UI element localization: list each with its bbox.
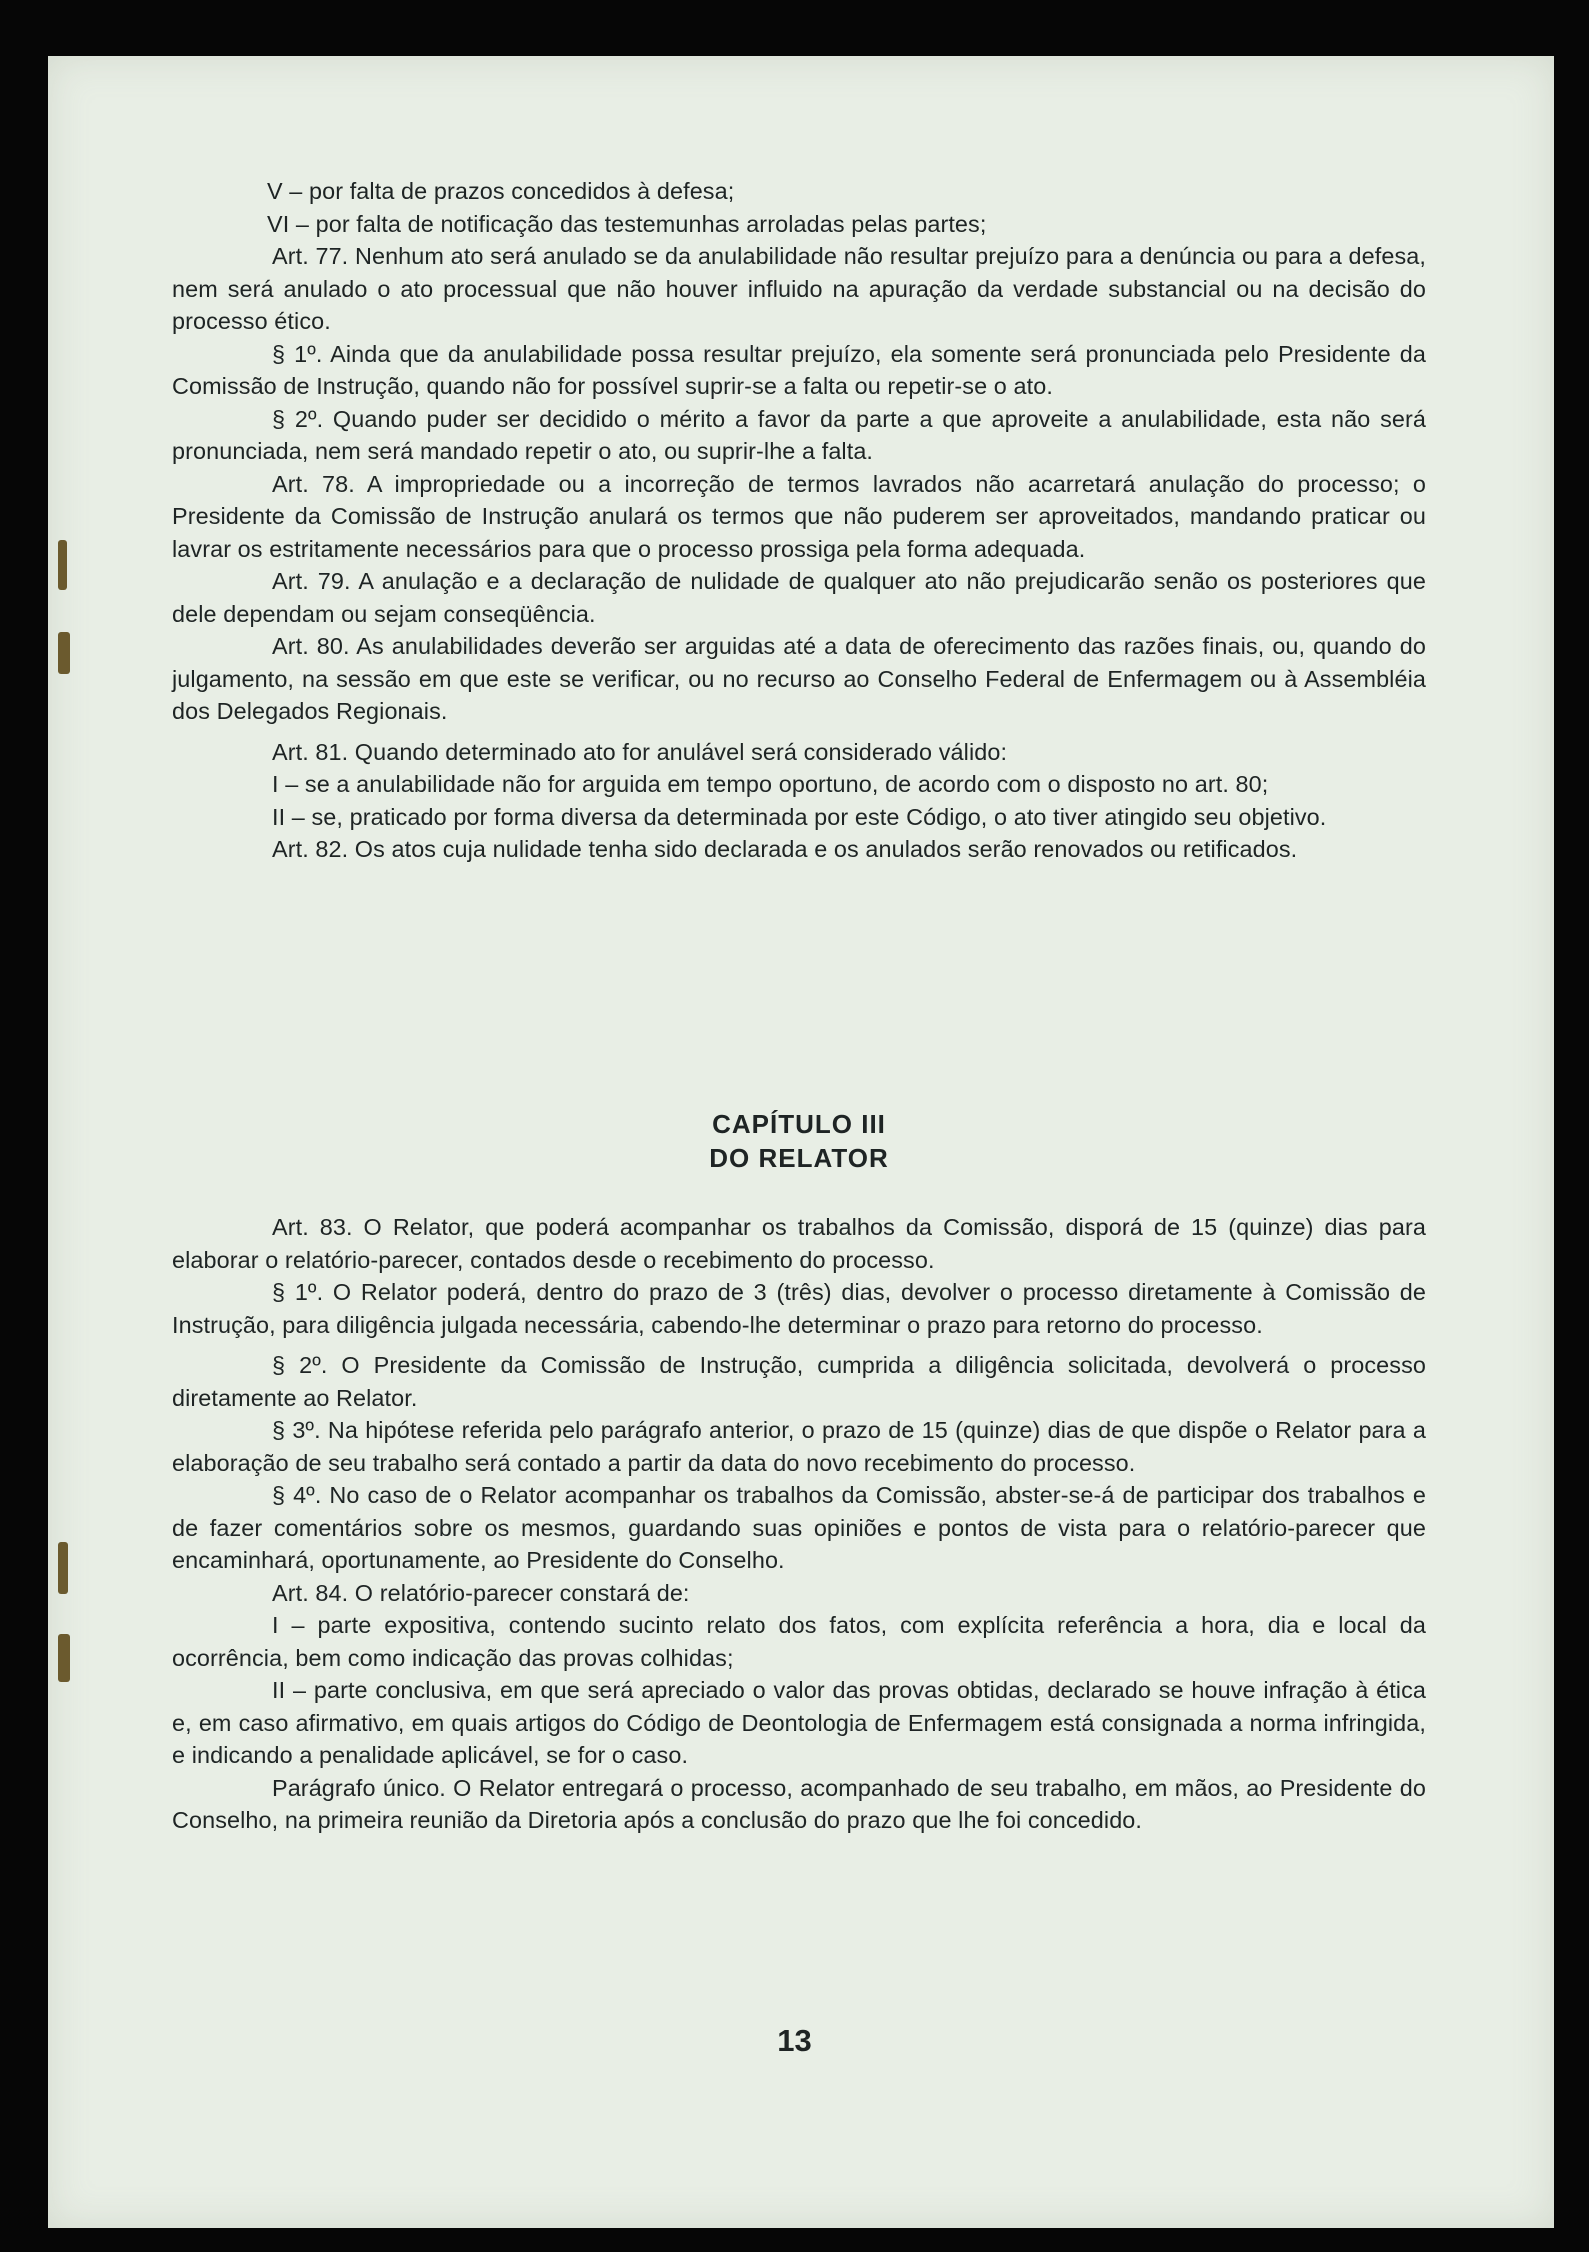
paragraph: II – parte conclusiva, em que será apreciado o valor das provas obtidas, declarado se houve infração à ética e, em caso afirmativo, em quais artigos do Código de Deontologia de Enfermagem está consignada a norma infringida, e indicando a penalidade aplicável, se for o caso. [172, 1677, 1426, 1768]
paragraph: § 1º. O Relator poderá, dentro do prazo de 3 (três) dias, devolver o processo diretamente à Comissão de Instrução, para diligência julgada necessária, cabendo-lhe determinar o prazo para retorno do processo. [172, 1279, 1426, 1338]
body-text-part2 [172, 1211, 1426, 1837]
binding-mark [58, 1542, 68, 1594]
paragraph: § 1º. Ainda que da anulabilidade possa resultar prejuízo, ela somente será pronunciada pelo Presidente da Comissão de Instrução, quando não for possível suprir-se a falta ou repetir-se o ato. [172, 340, 1426, 399]
article-78: Art. 78. A impropriedade ou a incorreção de termos lavrados não acarretará anulação do processo; o Presidente da Comissão de Instrução anulará os termos que não puderem ser aproveitados, mandando praticar ou lavrar os estritamente necessários para que o processo prossiga pela forma adequada. [172, 470, 1426, 562]
article-80: Art. 80. As anulabilidades deverão ser arguidas até a data de oferecimento das razões finais, ou, quando do julgamento, na sessão em que este se verificar, ou no recurso ao Conselho Federal de Enfermagem ou à Assembléia dos Delegados Regionais. [172, 633, 1426, 724]
article-81: Art. 81. Quando determinado ato for anulável será considerado válido: [272, 738, 1008, 765]
article-83: Art. 83. O Relator, que poderá acompanhar os trabalhos da Comissão, disporá de 15 (quinze) dias para elaborar o relatório-parecer, contados desde o recebimento do processo. [172, 1214, 1426, 1273]
article-82: Art. 82. Os atos cuja nulidade tenha sido declarada e os anulados serão renovados ou retificados. [272, 836, 1298, 862]
chapter-heading [172, 1107, 1426, 1175]
binding-mark [58, 540, 67, 590]
body-text-part1 [172, 175, 1426, 866]
binding-mark [58, 632, 70, 674]
paragraph: § 3º. Na hipótese referida pelo parágrafo anterior, o prazo de 15 (quinze) dias de que dispõe o Relator para a elaboração de seu trabalho será contado a partir da data do novo recebimento do processo. [172, 1417, 1426, 1476]
article-79: Art. 79. A anulação e a declaração de nulidade de qualquer ato não prejudicarão senão os posteriores que dele dependam ou sejam conseqüência. [172, 568, 1426, 627]
paragraph: § 2º. O Presidente da Comissão de Instrução, cumprida a diligência solicitada, devolverá o processo diretamente ao Relator. [172, 1352, 1426, 1411]
chapter-title: DO RELATOR [709, 1143, 889, 1173]
page-number: 13 [777, 2023, 812, 2058]
paragraph: § 4º. No caso de o Relator acompanhar os trabalhos da Comissão, abster-se-á de participar dos trabalhos e de fazer comentários sobre os mesmos, guardando suas opiniões e pontos de vista para o relatório-parecer que encaminhará, oportunamente, ao Presidente do Conselho. [172, 1482, 1426, 1573]
binding-mark [58, 1634, 70, 1682]
paragraph: I – se a anulabilidade não for arguida em tempo oportuno, de acordo com o disposto no art. 80; [272, 771, 1269, 797]
paragraph: § 2º. Quando puder ser decidido o mérito a favor da parte a que aproveite a anulabilidade, esta não será pronunciada, nem será mandado repetir o ato, ou suprir-lhe a falta. [172, 405, 1426, 464]
paragraph: V – por falta de prazos concedidos à defesa; [267, 178, 735, 204]
article-84: Art. 84. O relatório-parecer constará de: [272, 1579, 690, 1606]
article-77: Art. 77. Nenhum ato será anulado se da anulabilidade não resultar prejuízo para a denúncia ou para a defesa, nem será anulado o ato processual que não houver influido na apuração da verdade substancial ou na decisão do processo ético. [172, 243, 1426, 334]
paragraph: I – parte expositiva, contendo sucinto relato dos fatos, com explícita referência a hora, dia e local da ocorrência, bem como indicação das provas colhidas; [172, 1612, 1426, 1671]
chapter-number: CAPÍTULO III [712, 1109, 886, 1139]
paragraph: Parágrafo único. O Relator entregará o processo, acompanhado de seu trabalho, em mãos, ao Presidente do Conselho, na primeira reunião da Diretoria após a conclusão do prazo que lhe foi concedido. [172, 1774, 1426, 1833]
paragraph: VI – por falta de notificação das testemunhas arroladas pelas partes; [267, 210, 987, 237]
paragraph: II – se, praticado por forma diversa da determinada por este Código, o ato tiver atingido seu objetivo. [272, 803, 1327, 830]
